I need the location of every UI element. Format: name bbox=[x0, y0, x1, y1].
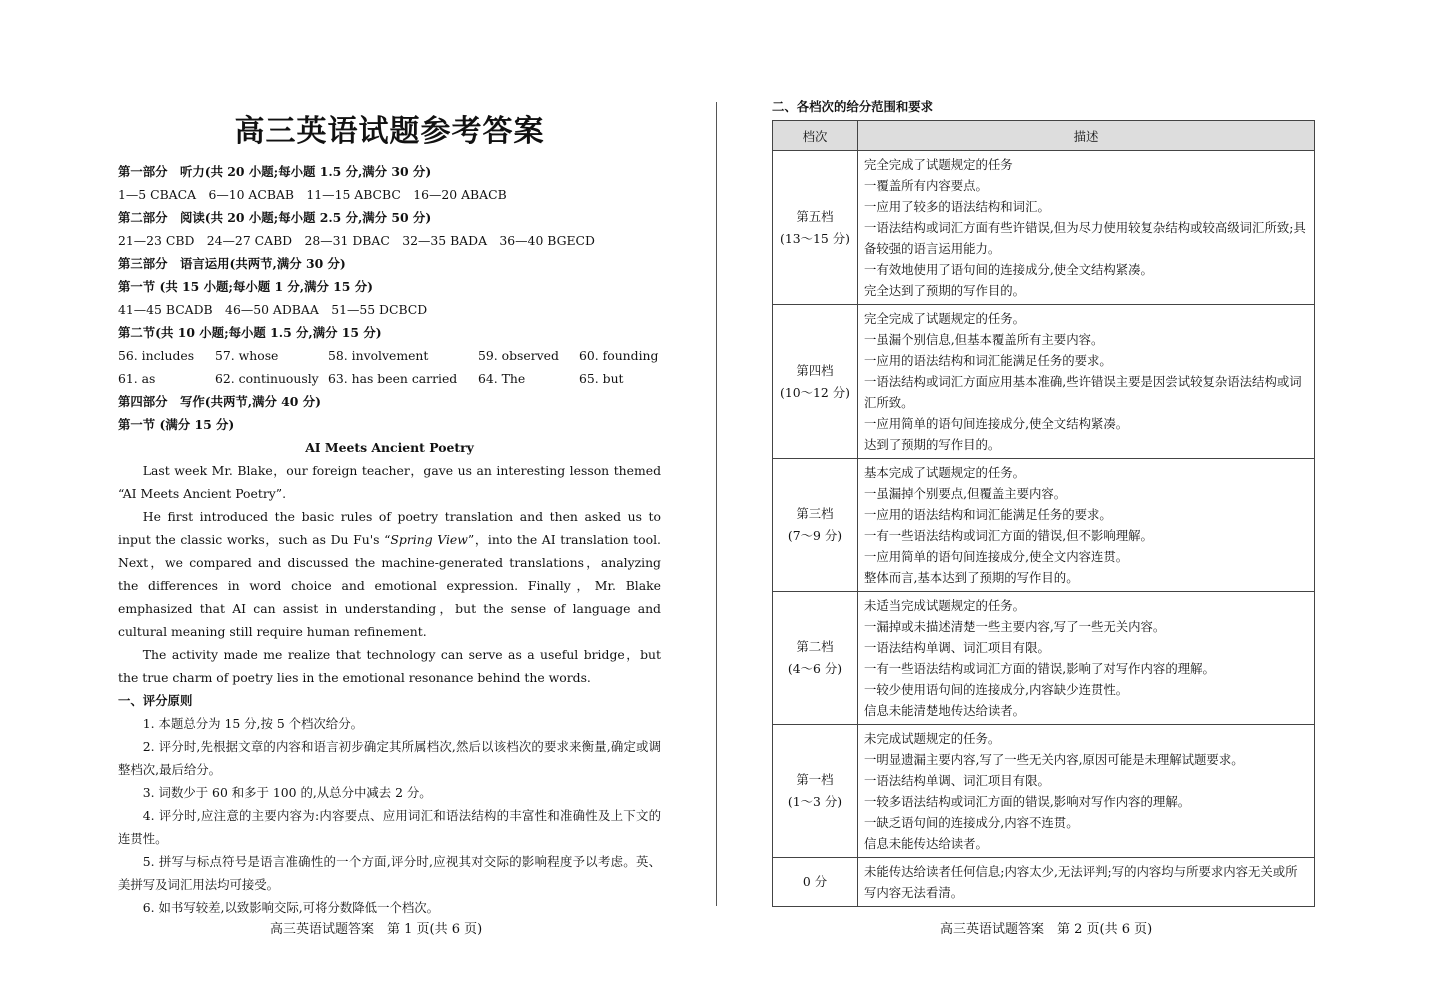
desc-line: 达到了预期的写作目的。 bbox=[864, 437, 1001, 452]
answers-row-61-65 bbox=[118, 367, 661, 390]
part3-section1-answers: 41—45 BCADB 46—50 ADBAA 51—55 DCBCD bbox=[118, 302, 428, 317]
rule-3: 3. 词数少于 60 和多于 100 的,从总分中减去 2 分。 bbox=[142, 785, 432, 800]
level-name: 0 分 bbox=[802, 874, 828, 889]
part3-section2-header: 第二节(共 10 小题;每小题 1.5 分,满分 15 分) bbox=[118, 325, 382, 340]
answer-61: 61. as bbox=[118, 371, 156, 386]
level-cell bbox=[773, 151, 858, 305]
desc-line: 一应用简单的语句间连接成分,使全文结构紧凑。 bbox=[864, 416, 1129, 431]
answer-60: 60. founding bbox=[579, 348, 659, 363]
level-cell bbox=[773, 858, 858, 907]
level-range: (10～12 分) bbox=[780, 384, 850, 400]
desc-cell bbox=[858, 151, 1315, 305]
left-page bbox=[118, 100, 661, 919]
table-row bbox=[773, 305, 1315, 459]
desc-line: 完全达到了预期的写作目的。 bbox=[864, 283, 1026, 298]
level-name: 第五档 bbox=[796, 208, 834, 224]
rule-5: 5. 拼写与标点符号是语言准确性的一个方面,评分时,应视其对交际的影响程度予以考虑。英、美拼写及词汇用法均可接受。 bbox=[118, 854, 661, 892]
desc-line: 一应用简单的语句间连接成分,使全文内容连贯。 bbox=[864, 549, 1129, 564]
desc-line: 基本完成了试题规定的任务。 bbox=[864, 465, 1026, 480]
essay-paragraph-1: Last week Mr. Blake，our foreign teacher，gave us an interesting lesson themed “AI Meets Ancient Poetry”. bbox=[118, 463, 661, 501]
essay-p2-italic: Spring View bbox=[390, 532, 468, 547]
desc-line: 一虽漏个别信息,但基本覆盖所有主要内容。 bbox=[864, 332, 1104, 347]
answer-63: 63. has been carried bbox=[328, 371, 458, 386]
level-cell bbox=[773, 725, 858, 858]
col-level-header: 档次 bbox=[773, 121, 858, 151]
desc-line: 未完成试题规定的任务。 bbox=[864, 731, 1001, 746]
desc-line: 完全完成了试题规定的任务。 bbox=[864, 311, 1026, 326]
rules-header: 一、评分原则 bbox=[118, 693, 193, 708]
desc-line: 未适当完成试题规定的任务。 bbox=[864, 598, 1026, 613]
desc-line: 一应用了较多的语法结构和词汇。 bbox=[864, 199, 1050, 214]
grading-header: 二、各档次的给分范围和要求 bbox=[772, 99, 934, 114]
desc-line: 一有效地使用了语句间的连接成分,使全文结构紧凑。 bbox=[864, 262, 1153, 277]
desc-line: 一语法结构单调、词汇项目有限。 bbox=[864, 640, 1050, 655]
desc-line: 一覆盖所有内容要点。 bbox=[864, 178, 988, 193]
desc-cell bbox=[858, 305, 1315, 459]
essay-paragraph-2 bbox=[118, 505, 661, 643]
essay-p2-part-a: He first introduced the basic rules of poetry translation and then asked us to input the classic works，such as Du Fu's “ bbox=[118, 509, 661, 547]
desc-line: 一语法结构或词汇方面有些许错误,但为尽力使用较复杂结构或较高级词汇所致;具备较强的语言运用能力。 bbox=[864, 220, 1306, 256]
answer-62: 62. continuously bbox=[215, 371, 319, 386]
part3-section1-header: 第一节 (共 15 小题;每小题 1 分,满分 15 分) bbox=[118, 279, 373, 294]
table-row bbox=[773, 459, 1315, 592]
level-cell bbox=[773, 592, 858, 725]
desc-cell bbox=[858, 725, 1315, 858]
essay-p2-part-b: ”，into the AI translation tool. Next，we compared and discussed the machine-generated translations，analyzing the differences in word choice and emotional expression. Finally，Mr. Blake emphasized that AI can assist in understanding，but the sense of language and cultural meaning still require human refinement. bbox=[118, 532, 661, 639]
desc-line: 一语法结构或词汇方面应用基本准确,些许错误主要是因尝试较复杂语法结构或词汇所致。 bbox=[864, 374, 1302, 410]
level-name: 第三档 bbox=[796, 506, 834, 521]
table-row bbox=[773, 151, 1315, 305]
level-name: 第一档 bbox=[796, 772, 834, 787]
answer-58: 58. involvement bbox=[328, 348, 429, 363]
level-name: 第二档 bbox=[796, 639, 834, 654]
grading-table bbox=[772, 120, 1315, 907]
answer-59: 59. observed bbox=[478, 348, 559, 363]
desc-line: 一缺乏语句间的连接成分,内容不连贯。 bbox=[864, 815, 1079, 830]
level-range: (4～6 分) bbox=[787, 661, 843, 676]
essay-title: AI Meets Ancient Poetry bbox=[305, 440, 474, 455]
part1-answers: 1—5 CBACA 6—10 ACBAB 11—15 ABCBC 16—20 ABACB bbox=[118, 187, 507, 202]
answers-row-56-60 bbox=[118, 344, 661, 367]
table-row bbox=[773, 858, 1315, 907]
desc-line: 一有一些语法结构或词汇方面的错误,但不影响理解。 bbox=[864, 528, 1153, 543]
level-name: 第四档 bbox=[796, 362, 834, 378]
answer-65: 65. but bbox=[579, 371, 624, 386]
part4-section1-header: 第一节 (满分 15 分) bbox=[118, 417, 235, 432]
rule-4: 4. 评分时,应注意的主要内容为:内容要点、应用词汇和语法结构的丰富性和准确性及上下文的连贯性。 bbox=[118, 808, 661, 846]
level-range: (7～9 分) bbox=[787, 528, 843, 543]
footer-page-1: 高三英语试题答案 第 1 页(共 6 页) bbox=[270, 922, 483, 937]
desc-cell bbox=[858, 858, 1315, 907]
desc-line: 一应用的语法结构和词汇能满足任务的要求。 bbox=[864, 507, 1112, 522]
answer-64: 64. The bbox=[478, 371, 526, 386]
rule-1: 1. 本题总分为 15 分,按 5 个档次给分。 bbox=[142, 716, 363, 731]
answer-56: 56. includes bbox=[118, 348, 195, 363]
desc-line: 一较多语法结构或词汇方面的错误,影响对写作内容的理解。 bbox=[864, 794, 1191, 809]
rule-6: 6. 如书写较差,以致影响交际,可将分数降低一个档次。 bbox=[142, 900, 440, 915]
essay-paragraph-3: The activity made me realize that technology can serve as a useful bridge，but the true charm of poetry lies in the emotional resonance behind the words. bbox=[118, 647, 661, 685]
desc-line: 未能传达给读者任何信息;内容太少,无法评判;写的内容均与所要求内容无关或所写内容无法看清。 bbox=[864, 864, 1298, 900]
level-range: (1～3 分) bbox=[787, 794, 843, 809]
part2-answers: 21—23 CBD 24—27 CABD 28—31 DBAC 32—35 BADA 36—40 BGECD bbox=[118, 233, 595, 248]
table-row bbox=[773, 592, 1315, 725]
level-cell bbox=[773, 459, 858, 592]
part2-header: 第二部分 阅读(共 20 小题;每小题 2.5 分,满分 50 分) bbox=[118, 210, 432, 225]
page-divider bbox=[716, 102, 717, 906]
answer-57: 57. whose bbox=[215, 348, 279, 363]
part1-header: 第一部分 听力(共 20 小题;每小题 1.5 分,满分 30 分) bbox=[118, 164, 432, 179]
page-title: 高三英语试题参考答案 bbox=[234, 114, 545, 149]
desc-line: 信息未能清楚地传达给读者。 bbox=[864, 703, 1026, 718]
desc-line: 一应用的语法结构和词汇能满足任务的要求。 bbox=[864, 353, 1112, 368]
desc-line: 一漏掉或未描述清楚一些主要内容,写了一些无关内容。 bbox=[864, 619, 1166, 634]
part3-header: 第三部分 语言运用(共两节,满分 30 分) bbox=[118, 256, 346, 271]
desc-line: 信息未能传达给读者。 bbox=[864, 836, 988, 851]
level-range: (13～15 分) bbox=[780, 230, 850, 246]
col-desc-header: 描述 bbox=[858, 121, 1315, 151]
part4-header: 第四部分 写作(共两节,满分 40 分) bbox=[118, 394, 321, 409]
desc-line: 一明显遗漏主要内容,写了一些无关内容,原因可能是未理解试题要求。 bbox=[864, 752, 1244, 767]
footer-page-2: 高三英语试题答案 第 2 页(共 6 页) bbox=[940, 922, 1153, 937]
desc-cell bbox=[858, 459, 1315, 592]
desc-line: 一较少使用语句间的连接成分,内容缺少连贯性。 bbox=[864, 682, 1129, 697]
table-row bbox=[773, 725, 1315, 858]
desc-line: 一有一些语法结构或词汇方面的错误,影响了对写作内容的理解。 bbox=[864, 661, 1215, 676]
desc-line: 完全完成了试题规定的任务 bbox=[864, 157, 1013, 172]
level-cell bbox=[773, 305, 858, 459]
right-page bbox=[772, 98, 1315, 907]
rule-2: 2. 评分时,先根据文章的内容和语言初步确定其所属档次,然后以该档次的要求来衡量,确定或调整档次,最后给分。 bbox=[118, 739, 661, 777]
desc-cell bbox=[858, 592, 1315, 725]
desc-line: 一语法结构单调、词汇项目有限。 bbox=[864, 773, 1050, 788]
desc-line: 整体而言,基本达到了预期的写作目的。 bbox=[864, 570, 1079, 585]
desc-line: 一虽漏掉个别要点,但覆盖主要内容。 bbox=[864, 486, 1067, 501]
